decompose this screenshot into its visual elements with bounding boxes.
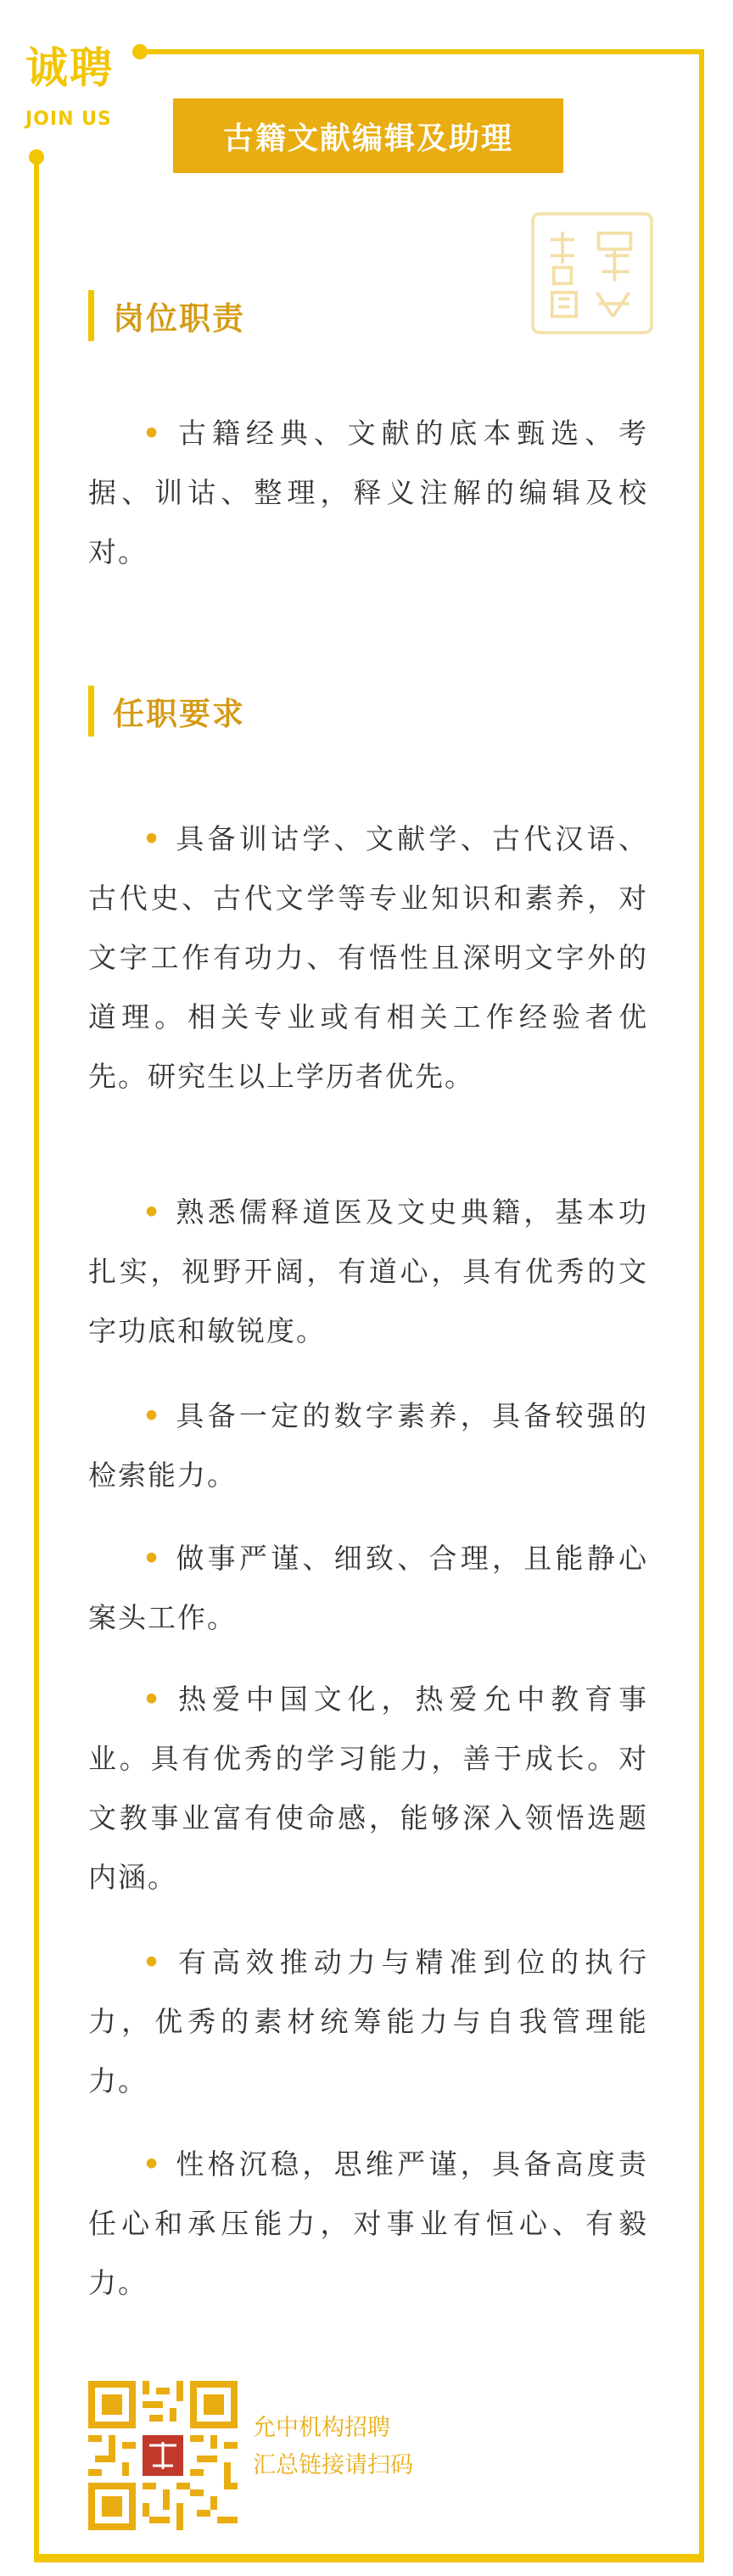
section-duties-heading [88, 290, 245, 341]
brand-subtitle: JOIN US [25, 109, 112, 130]
frame-line-right [699, 49, 704, 2562]
bullet-dot: • [143, 1683, 163, 1716]
requirement-item: • 做事严谨、细致、合理，且能静心案头工作。 [88, 1542, 648, 1634]
frame-line-top [137, 49, 704, 54]
section-duties-label: 岗位职责 [113, 300, 245, 337]
bullet-dot: • [143, 822, 163, 855]
requirement-item: • 熟悉儒释道医及文史典籍，基本功扎实，视野开阔，有道心，具有优秀的文字功底和敏锐度。 [88, 1196, 648, 1347]
section-requirements-heading [88, 686, 245, 736]
seal-stamp-icon [531, 212, 653, 334]
qr-caption-line-2: 汇总链接请扫码 [253, 2452, 413, 2478]
requirement-item: • 热爱中国文化，热爱允中教育事业。具有优秀的学习能力，善于成长。对文教事业富有使命感，能够深入领悟选题内涵。 [88, 1683, 648, 1894]
job-title-banner: 古籍文献编辑及助理 [173, 98, 563, 173]
requirement-item: • 具备训诂学、文献学、古代汉语、古代史、古代文学等专业知识和素养，对文字工作有功力、有悟性且深明文字外的道理。相关专业或有相关工作经验者优先。研究生以上学历者优先。 [88, 822, 648, 1093]
frame-dot-top [132, 44, 148, 59]
frame-line-bottom [34, 2554, 704, 2562]
requirement-item: • 具备一定的数字素养，具备较强的检索能力。 [88, 1399, 648, 1492]
brand-title: 诚聘 [25, 43, 114, 92]
bullet-dot: • [143, 1946, 163, 1979]
requirement-item: • 性格沉稳，思维严谨，具备高度责任心和承压能力，对事业有恒心、有毅力。 [88, 2148, 648, 2299]
duty-item: • 古籍经典、文献的底本甄选、考据、训诂、整理，释义注解的编辑及校对。 [88, 417, 648, 568]
requirement-item: • 有高效推动力与精准到位的执行力，优秀的素材统筹能力与自我管理能力。 [88, 1946, 648, 2097]
qr-code-icon[interactable] [88, 2381, 238, 2530]
heading-bar [88, 686, 94, 736]
section-requirements-label: 任职要求 [113, 696, 245, 732]
qr-caption [253, 2410, 413, 2484]
qr-caption-line-1: 允中机构招聘 [253, 2415, 390, 2441]
bullet-dot: • [143, 1196, 163, 1229]
bullet-dot: • [143, 1542, 163, 1575]
frame-line-left [34, 161, 39, 2562]
bullet-dot: • [143, 417, 163, 450]
frame-dot-left [29, 149, 44, 165]
heading-bar [88, 290, 94, 341]
bullet-dot: • [143, 2148, 163, 2181]
bullet-dot: • [143, 1399, 163, 1432]
